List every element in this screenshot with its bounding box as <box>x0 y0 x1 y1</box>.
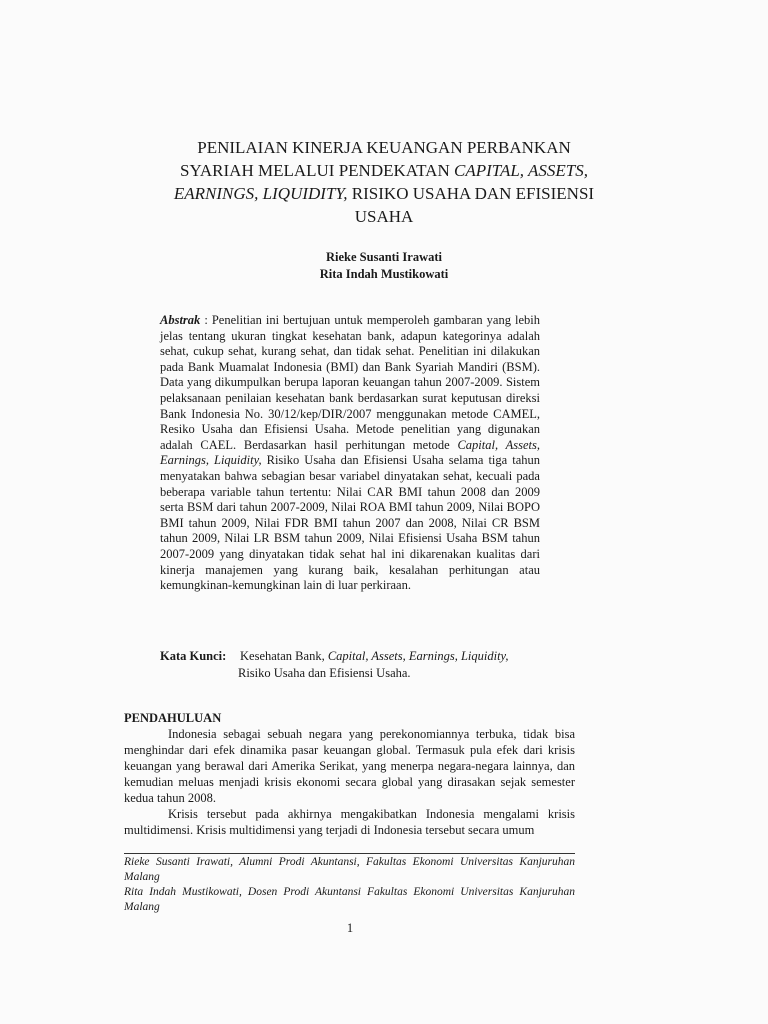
keywords-label: Kata Kunci: <box>160 649 227 663</box>
footnote: Rieke Susanti Irawati, Alumni Prodi Akuntansi, Fakultas Ekonomi Universitas Kanjuruhan Malang <box>124 856 575 883</box>
title-line-2 <box>110 159 658 182</box>
title-line-3-text: RISIKO USAHA DAN EFISIENSI <box>347 184 595 203</box>
author-name: Rieke Susanti Irawati <box>326 250 442 264</box>
footnote: Rita Indah Mustikowati, Dosen Prodi Akuntansi Fakultas Ekonomi Universitas Kanjuruhan Malang <box>124 886 575 913</box>
keywords <box>160 648 560 682</box>
abstract-text-continued: Risiko Usaha dan Efisiensi Usaha selama tiga tahun menyatakan bahwa sebagian besar variabel dinyatakan sehat, kecuali pada beberapa variable tahun tertentu: Nilai CAR BMI tahun 2008 dan 2009 serta BSM dari tahun 2007-2009, Nilai ROA BMI tahun 2009, Nilai BOPO BMI tahun 2009, Nilai FDR BMI tahun 2007 dan 2008, Nilai CR BSM tahun 2009, Nilai LR BSM tahun 2009, Nilai Efisiensi Usaha BSM tahun 2007-2009 yang dinyatakan tidak sehat hal ini dikarenakan kualitas dari kinerja manajemen yang kurang baik, kesalahan perhitungan atau kemungkinan-kemungkinan lain di luar perkiraan. <box>160 453 540 593</box>
title-line-2-text: SYARIAH MELALUI PENDEKATAN <box>180 161 454 180</box>
footnote-divider <box>124 853 575 854</box>
title-line-4: USAHA <box>354 207 414 226</box>
body-paragraph: Indonesia sebagai sebuah negara yang perekonomiannya terbuka, tidak bisa menghindar dari efek dinamika pasar keuangan global. Termasuk pula efek dari krisis keuangan yang berawal dari Amerika Serikat, yang menerpa negara-negara lainnya, dan kemudian meluas menjadi krisis ekonomi secara global yang dirasakan sejak semester kedua tahun 2008. <box>124 727 575 805</box>
title-line-3 <box>110 182 658 205</box>
page-number: 1 <box>346 921 354 935</box>
keywords-prefix: Kesehatan Bank, <box>240 649 328 663</box>
section-heading: PENDAHULUAN <box>124 711 222 725</box>
keywords-italic: Capital, Assets, Earnings, Liquidity, <box>327 649 509 663</box>
keywords-line-2: Risiko Usaha dan Efisiensi Usaha. <box>238 666 411 680</box>
abstract <box>160 313 540 594</box>
title-line-3-italic: EARNINGS, LIQUIDITY, <box>173 184 348 203</box>
footnotes <box>124 855 575 915</box>
keywords-line-1 <box>240 648 509 665</box>
title-line-2-italic: CAPITAL, ASSETS, <box>453 161 588 180</box>
body-paragraph: Krisis tersebut pada akhirnya mengakibatkan Indonesia mengalami krisis multidimensi. Krisis multidimensi yang terjadi di Indonesia tersebut secara umum <box>124 807 575 837</box>
title-line-1: PENILAIAN KINERJA KEUANGAN PERBANKAN <box>197 138 571 157</box>
author-list <box>160 249 608 283</box>
keywords-row <box>160 648 560 665</box>
abstract-text: : Penelitian ini bertujuan untuk memperoleh gambaran yang lebih jelas tentang ukuran tingkat kesehatan bank, adapun kategorinya adalah sehat, cukup sehat, kurang sehat, dan tidak sehat. Penelitian ini dilakukan pada Bank Muamalat Indonesia (BMI) dan Bank Syariah Mandiri (BSM). Data yang dikumpulkan berupa laporan keuangan tahun 2007-2009. Sistem pelaksanaan penilaian kesehatan bank berdasarkan surat keputusan direksi Bank Indonesia No. 30/12/kep/DIR/2007 menggunakan metode CAMEL, Resiko Usaha dan Efisiensi Usaha. Metode penelitian yang digunakan adalah CAEL. Berdasarkan hasil perhitungan metode <box>160 313 540 452</box>
abstract-italic-terms: Capital, Assets, Earnings, Liquidity, <box>160 437 541 468</box>
paper-title <box>110 136 658 228</box>
author-name: Rita Indah Mustikowati <box>319 267 449 281</box>
body-text <box>124 726 575 838</box>
abstract-label: Abstrak <box>160 313 201 327</box>
